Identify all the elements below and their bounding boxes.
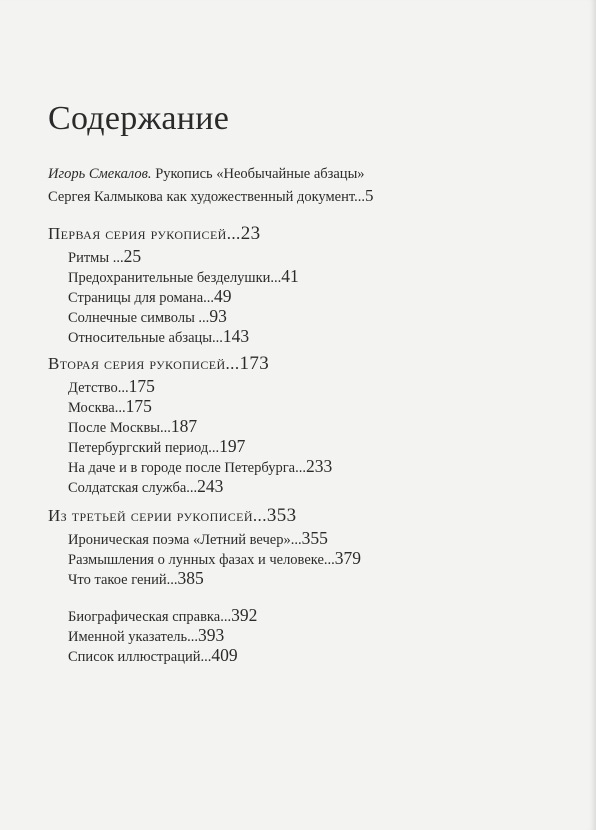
toc-appendix-entry[interactable] <box>68 625 224 646</box>
entry-page-number: 93 <box>209 306 227 326</box>
toc-entry[interactable] <box>68 326 249 347</box>
toc-entry[interactable] <box>68 246 141 267</box>
entry-title: Относительные абзацы... <box>68 330 223 346</box>
intro-page-number: 5 <box>364 186 374 205</box>
entry-page-number: 393 <box>198 625 225 645</box>
entry-title: Петербургский период... <box>68 440 220 456</box>
toc-entry[interactable] <box>68 306 227 327</box>
toc-intro-line-2[interactable] <box>48 186 373 206</box>
section-title: Первая серия рукописей... <box>48 224 241 243</box>
toc-section-2[interactable] <box>48 353 269 375</box>
entry-page-number: 49 <box>214 286 232 306</box>
toc-intro-line-1[interactable] <box>48 166 365 183</box>
intro-author: Игорь Смекалов. <box>48 166 152 182</box>
toc-entry[interactable] <box>68 416 197 437</box>
entry-page-number: 175 <box>125 396 152 416</box>
section-page-number: 173 <box>239 353 270 374</box>
toc-entry[interactable] <box>68 548 361 569</box>
toc-appendix-entry[interactable] <box>68 645 238 666</box>
intro-title-part: Рукопись «Необычайные абзацы» <box>151 166 365 182</box>
entry-title: Ритмы ... <box>68 250 124 266</box>
entry-page-number: 233 <box>305 456 333 476</box>
entry-page-number: 25 <box>123 246 142 266</box>
entry-title: Биографическая справка... <box>68 609 232 625</box>
toc-entry[interactable] <box>68 286 232 307</box>
toc-appendix-entry[interactable] <box>68 605 257 626</box>
entry-title: Детство... <box>68 380 129 396</box>
entry-page-number: 41 <box>281 266 299 286</box>
entry-title: После Москвы... <box>68 420 171 436</box>
entry-page-number: 243 <box>197 476 224 496</box>
entry-title: Список иллюстраций... <box>68 649 212 665</box>
entry-page-number: 143 <box>222 326 250 346</box>
entry-title: Размышления о лунных фазах и человеке... <box>68 552 335 568</box>
entry-page-number: 385 <box>177 568 204 588</box>
entry-page-number: 175 <box>128 376 155 396</box>
entry-page-number: 409 <box>211 645 238 665</box>
section-page-number: 353 <box>266 505 297 526</box>
entry-title: Солдатская служба... <box>68 480 198 496</box>
entry-title: Предохранительные безделушки... <box>68 270 282 286</box>
section-page-number: 23 <box>240 223 261 244</box>
intro-title-continued: Сергея Калмыкова как художественный документ... <box>48 189 365 205</box>
toc-entry[interactable] <box>68 396 152 417</box>
entry-title: Что такое гений... <box>68 572 178 588</box>
toc-entry[interactable] <box>68 568 204 589</box>
entry-title: Ироническая поэма «Летний вечер»... <box>68 532 302 548</box>
entry-title: Солнечные символы ... <box>68 310 210 326</box>
toc-entry[interactable] <box>68 456 332 477</box>
entry-title: На даче и в городе после Петербурга... <box>68 460 306 476</box>
entry-page-number: 187 <box>170 416 198 436</box>
section-title: Из третьей серии рукописей... <box>48 506 267 525</box>
entry-title: Москва... <box>68 400 126 416</box>
section-title: Вторая серия рукописей... <box>48 354 240 373</box>
toc-entry[interactable] <box>68 376 155 397</box>
entry-page-number: 197 <box>219 436 246 456</box>
entry-title: Именной указатель... <box>68 629 199 645</box>
entry-page-number: 355 <box>301 528 328 548</box>
toc-entry[interactable] <box>68 528 328 549</box>
entry-title: Страницы для романа... <box>68 290 215 306</box>
toc-entry[interactable] <box>68 436 245 457</box>
toc-entry[interactable] <box>68 476 223 497</box>
entry-page-number: 392 <box>231 605 258 625</box>
toc-section-1[interactable] <box>48 223 261 245</box>
entry-page-number: 379 <box>334 548 361 568</box>
toc-entry[interactable] <box>68 266 299 287</box>
toc-section-3[interactable] <box>48 505 297 527</box>
page-title: Содержание <box>48 100 230 137</box>
